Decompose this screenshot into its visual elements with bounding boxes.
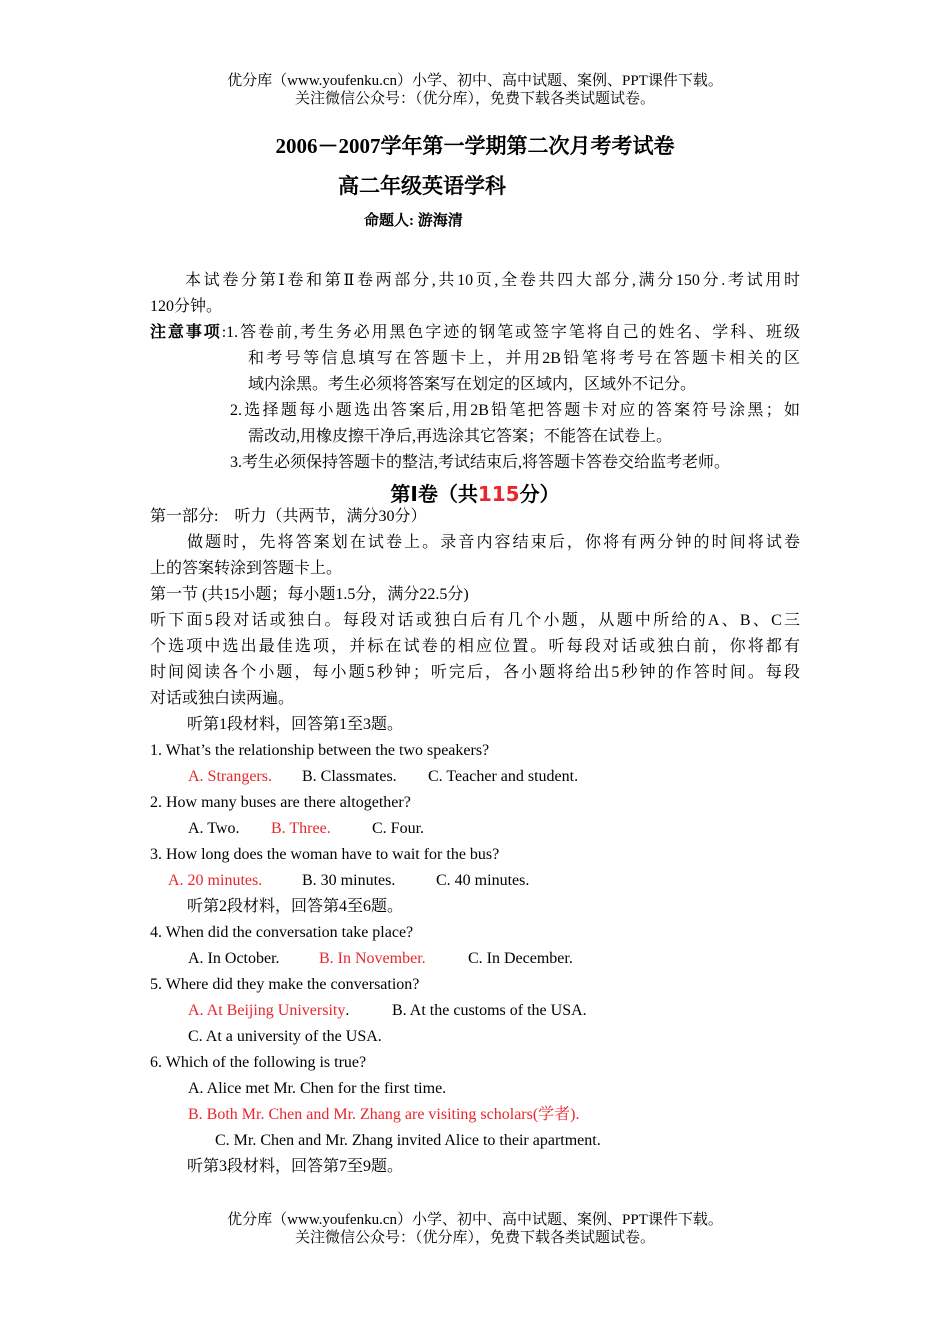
section1-title: 第一节 (共15小题；每小题1.5分，满分22.5分) bbox=[150, 586, 469, 603]
header-line-1: 优分库（www.youfenku.cn）小学、初中、高中试题、案例、PPT课件下载。 bbox=[227, 73, 723, 89]
directions-line-1: 听下面5段对话或独白。每段对话或独白后有几个小题，从题中所给的A、B、C三 bbox=[150, 612, 800, 629]
q2-option-c: C. Four. bbox=[372, 820, 425, 837]
material-1-heading: 听第1段材料，回答第1至3题。 bbox=[187, 716, 404, 733]
intro-line-2: 120分钟。 bbox=[150, 298, 223, 315]
exam-subtitle: 高二年级英语学科 bbox=[338, 174, 506, 198]
q5-option-a-period: . bbox=[345, 1002, 350, 1019]
notes-item-1a bbox=[150, 320, 800, 346]
part1-instruction-1: 做题时，先将答案划在试卷上。录音内容结束后，你将有两分钟的时间将试卷 bbox=[187, 534, 800, 551]
directions-line-3: 时间阅读各个小题，每小题5秒钟；听完后，各小题将给出5秒钟的作答时间。每段 bbox=[150, 664, 800, 681]
section-heading-post: 分） bbox=[519, 482, 560, 506]
part1-instruction-2: 上的答案转涂到答题卡上。 bbox=[150, 560, 343, 577]
directions-line-2: 个选项中选出最佳选项，并标在试卷的相应位置。听每段对话或独白前，你将都有 bbox=[150, 638, 800, 655]
question-3-options bbox=[168, 868, 818, 894]
q6-option-a: A. Alice met Mr. Chen for the first time. bbox=[188, 1080, 447, 1097]
material-2-heading: 听第2段材料，回答第4至6题。 bbox=[187, 898, 404, 915]
question-1: 1. What’s the relationship between the two speakers? bbox=[150, 742, 490, 759]
q3-option-a: A. 20 minutes. bbox=[168, 872, 263, 889]
q4-option-b: B. In November. bbox=[319, 950, 426, 967]
q2-option-a: A. Two. bbox=[188, 820, 240, 837]
part1-title: 第一部分: 听力（共两节，满分30分） bbox=[150, 508, 427, 525]
notes-item-3: 3.考生必须保持答题卡的整洁,考试结束后,将答题卡答卷交给监考老师。 bbox=[230, 454, 731, 471]
question-2-options bbox=[188, 816, 838, 842]
q6-option-b: B. Both Mr. Chen and Mr. Zhang are visiting scholars(学者). bbox=[188, 1106, 580, 1123]
directions-line-4: 对话或独白读两遍。 bbox=[150, 690, 295, 707]
notes-item-2b: 需改动,用橡皮擦干净后,再选涂其它答案；不能答在试卷上。 bbox=[248, 428, 673, 445]
q5-option-a: A. At Beijing University bbox=[188, 1002, 346, 1019]
notes-item-2a: 2.选择题每小题选出答案后,用2B铅笔把答题卡对应的答案符号涂黑；如 bbox=[230, 402, 800, 419]
q5-option-c: C. At a university of the USA. bbox=[188, 1028, 382, 1045]
q4-option-a: A. In October. bbox=[188, 950, 280, 967]
q6-option-c: C. Mr. Chen and Mr. Zhang invited Alice to their apartment. bbox=[215, 1132, 601, 1149]
question-4: 4. When did the conversation take place? bbox=[150, 924, 414, 941]
question-6: 6. Which of the following is true? bbox=[150, 1054, 367, 1071]
q3-option-b: B. 30 minutes. bbox=[302, 872, 396, 889]
q5-option-b: B. At the customs of the USA. bbox=[392, 1002, 587, 1019]
question-4-options bbox=[188, 946, 838, 972]
question-1-options bbox=[188, 764, 838, 790]
intro-line-1: 本试卷分第Ⅰ卷和第Ⅱ卷两部分,共10页,全卷共四大部分,满分150分.考试用时 bbox=[185, 272, 800, 289]
footer-line-1: 优分库（www.youfenku.cn）小学、初中、高中试题、案例、PPT课件下载。 bbox=[227, 1212, 723, 1228]
section-score: 115 bbox=[477, 482, 520, 506]
question-5-options-row1 bbox=[188, 998, 838, 1024]
exam-title: 2006－2007学年第一学期第二次月考考试卷 bbox=[275, 134, 675, 158]
q4-option-c: C. In December. bbox=[468, 950, 573, 967]
q2-option-b: B. Three. bbox=[271, 820, 331, 837]
section-heading-pre: 第Ⅰ卷（共 bbox=[390, 482, 478, 506]
notes-label: 注意事项 bbox=[150, 324, 222, 341]
notes-text-1a: :1.答卷前,考生务必用黑色字迹的钢笔或签字笔将自己的姓名、学科、班级 bbox=[221, 324, 800, 341]
question-5: 5. Where did they make the conversation? bbox=[150, 976, 420, 993]
footer-line-2: 关注微信公众号：（优分库），免费下载各类试题试卷。 bbox=[294, 1230, 655, 1246]
material-3-heading: 听第3段材料，回答第7至9题。 bbox=[187, 1158, 404, 1175]
question-3: 3. How long does the woman have to wait for the bus? bbox=[150, 846, 500, 863]
exam-author: 命题人: 游海清 bbox=[364, 213, 463, 229]
notes-item-1c: 域内涂黑。考生必须将答案写在划定的区域内，区域外不记分。 bbox=[248, 376, 697, 393]
q3-option-c: C. 40 minutes. bbox=[436, 872, 530, 889]
q1-option-a: A. Strangers. bbox=[188, 768, 272, 785]
question-2: 2. How many buses are there altogether? bbox=[150, 794, 411, 811]
q1-option-c: C. Teacher and student. bbox=[428, 768, 579, 785]
q1-option-b: B. Classmates. bbox=[302, 768, 397, 785]
header-line-2: 关注微信公众号：（优分库），免费下载各类试题试卷。 bbox=[294, 91, 655, 107]
notes-item-1b: 和考号等信息填写在答题卡上，并用2B铅笔将考号在答题卡相关的区 bbox=[248, 350, 800, 367]
section-heading bbox=[0, 478, 950, 507]
